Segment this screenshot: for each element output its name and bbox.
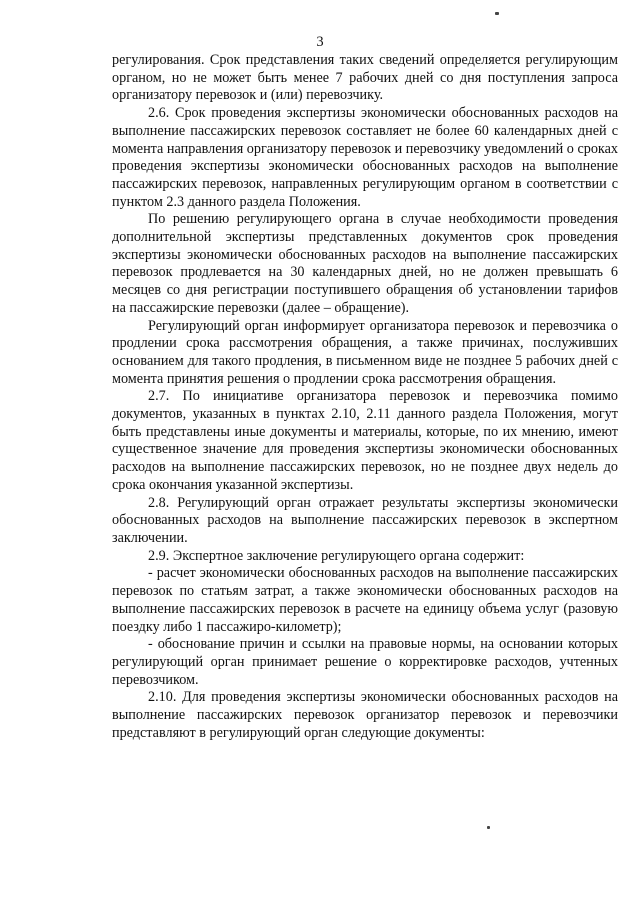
paragraph-extension: По решению регулирующего органа в случае необходимости проведения дополнительной экспертизы представленных документов срок проведения экспертизы экономически обоснованных расходов на выполнение пассажирских перевозок продлевается на 30 календарных дней, но не должен превышать 6 месяцев со дня регистрации поступившего обращения об установлении тарифов на пассажирские перевозки (далее – обращение). (112, 211, 618, 316)
paragraph-2-7: 2.7. По инициативе организатора перевозок и перевозчика помимо документов, указанных в пунктах 2.10, 2.11 данного раздела Положения, могут быть представлены иные документы и материалы, которые, по их мнению, имеют существенное значение для проведения экспертизы экономически обоснованных расходов на выполнение пассажирских перевозок, но не позднее двух недель до срока окончания указанной экспертизы. (112, 388, 618, 493)
page-number: 3 (316, 34, 324, 50)
paragraph-regulation-deadline: регулирования. Срок представления таких сведений определяется регулирующим органом, но не может быть менее 7 рабочих дней со дня поступления запроса организатору перевозок и (или) перевозчику. (112, 52, 618, 104)
paragraph-2-9: 2.9. Экспертное заключение регулирующего органа содержит: (148, 547, 525, 564)
document-body (112, 52, 618, 742)
paragraph-2-10: 2.10. Для проведения экспертизы экономически обоснованных расходов на выполнение пассажирских перевозок организатор перевозок и перевозчики представляют в регулирующий орган следующие документы: (112, 689, 618, 741)
list-item-justification: - обоснование причин и ссылки на правовые нормы, на основании которых регулирующий орган принимает решение о корректировке расходов, учтенных перевозчиком. (112, 636, 618, 688)
scan-speck (487, 826, 490, 829)
paragraph-2-8: 2.8. Регулирующий орган отражает результаты экспертизы экономически обоснованных расходов на выполнение пассажирских перевозок в экспертном заключении. (112, 494, 618, 546)
paragraph-notification: Регулирующий орган информирует организатора перевозок и перевозчика о продлении срока рассмотрения обращения, а также причинах, послуживших основанием для такого продления, в письменном виде не позднее 5 рабочих дней с момента принятия решения о продлении срока рассмотрения обращения. (112, 317, 618, 387)
scan-speck (495, 12, 499, 15)
list-item-cost-calculation: - расчет экономически обоснованных расходов на выполнение пассажирских перевозок по статьям затрат, а также экономически обоснованных расходов на выполнение пассажирских перевозок в расчете на единицу объема услуг (разовую поездку либо 1 пассажиро-километр); (112, 565, 618, 635)
paragraph-2-6: 2.6. Срок проведения экспертизы экономически обоснованных расходов на выполнение пассажирских перевозок составляет не более 60 календарных дней с момента направления организатору перевозок и перевозчику уведомлений о сроках проведения экспертизы экономически обоснованных расходов на выполнение пассажирских перевозок, направленных регулирующим органом в соответствии с пунктом 2.3 данного раздела Положения. (112, 105, 618, 210)
